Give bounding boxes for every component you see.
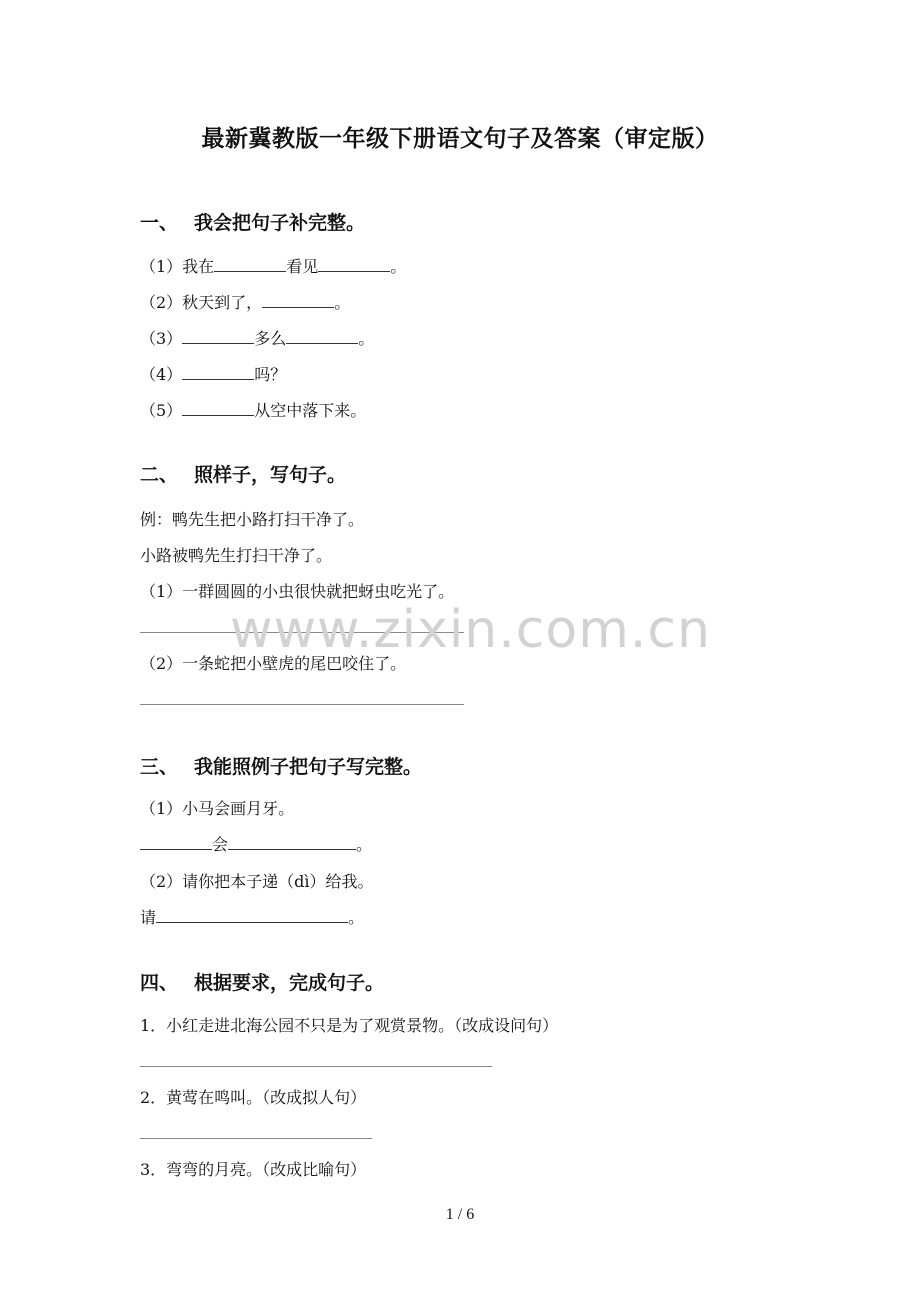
- s2-item-2: （2）一条蛇把小壁虎的尾巴咬住了。: [140, 654, 407, 673]
- document-title: 最新冀教版一年级下册语文句子及答案（审定版）: [201, 126, 719, 152]
- s3-item-1: （1）小马会画月牙。: [140, 799, 295, 818]
- section-3-number: 三、: [140, 756, 179, 778]
- fill-blank[interactable]: [182, 400, 254, 416]
- fill-blank[interactable]: [140, 834, 212, 850]
- fill-blank[interactable]: [262, 292, 334, 308]
- s1-item-1: （1）我在 看见 。: [140, 257, 407, 276]
- s4-item-2: 2．黄莺在鸣叫。（改成拟人句）: [140, 1088, 367, 1107]
- s3-item-2: （2）请你把本子递（dì）给我。: [140, 872, 374, 891]
- s2-item-1: （1）一群圆圆的小虫很快就把蚜虫吃光了。: [140, 582, 455, 601]
- s4-item-3: 3．弯弯的月亮。（改成比喻句）: [140, 1160, 367, 1179]
- section-3-title: 我能照例子把句子写完整。: [194, 756, 423, 778]
- s1-item-2: （2）秋天到了， 。: [140, 293, 351, 312]
- fill-blank[interactable]: [228, 834, 356, 850]
- section-4-number: 四、: [140, 972, 179, 994]
- section-1-title: 我会把句子补完整。: [194, 212, 366, 234]
- fill-blank[interactable]: [318, 256, 390, 272]
- s1-item-3: （3） 多么 。: [140, 329, 375, 348]
- s1-item-5: （5） 从空中落下来。: [140, 401, 367, 420]
- section-1-heading: [140, 208, 365, 235]
- fill-blank[interactable]: [182, 328, 254, 344]
- s3-fill-1: 会 。: [140, 832, 372, 855]
- section-4-title: 根据要求，完成句子。: [194, 972, 385, 994]
- watermark: www.zixin.com.cn: [230, 600, 711, 660]
- fill-blank[interactable]: [156, 907, 348, 923]
- s3-fill-2: 请 。: [140, 908, 365, 927]
- section-2-title: 照样子，写句子。: [194, 464, 347, 486]
- page-number: 1 / 6: [445, 1206, 475, 1223]
- answer-line[interactable]: [140, 704, 464, 705]
- s2-example-2: 小路被鸭先生打扫干净了。: [140, 546, 333, 565]
- fill-blank[interactable]: [286, 328, 358, 344]
- fill-blank[interactable]: [182, 364, 254, 380]
- section-3-heading: [140, 752, 422, 779]
- section-4-heading: [140, 968, 384, 995]
- s1-item-4: （4） 吗？: [140, 365, 287, 384]
- answer-line[interactable]: [140, 1138, 372, 1139]
- s4-item-1: 1．小红走进北海公园不只是为了观赏景物。（改成设问句）: [140, 1016, 559, 1035]
- s2-example-1: 例：鸭先生把小路打扫干净了。: [140, 510, 365, 529]
- fill-blank[interactable]: [214, 256, 286, 272]
- section-2-number: 二、: [140, 464, 179, 486]
- section-1-number: 一、: [140, 212, 179, 234]
- answer-line[interactable]: [140, 1066, 492, 1067]
- section-2-heading: [140, 460, 346, 487]
